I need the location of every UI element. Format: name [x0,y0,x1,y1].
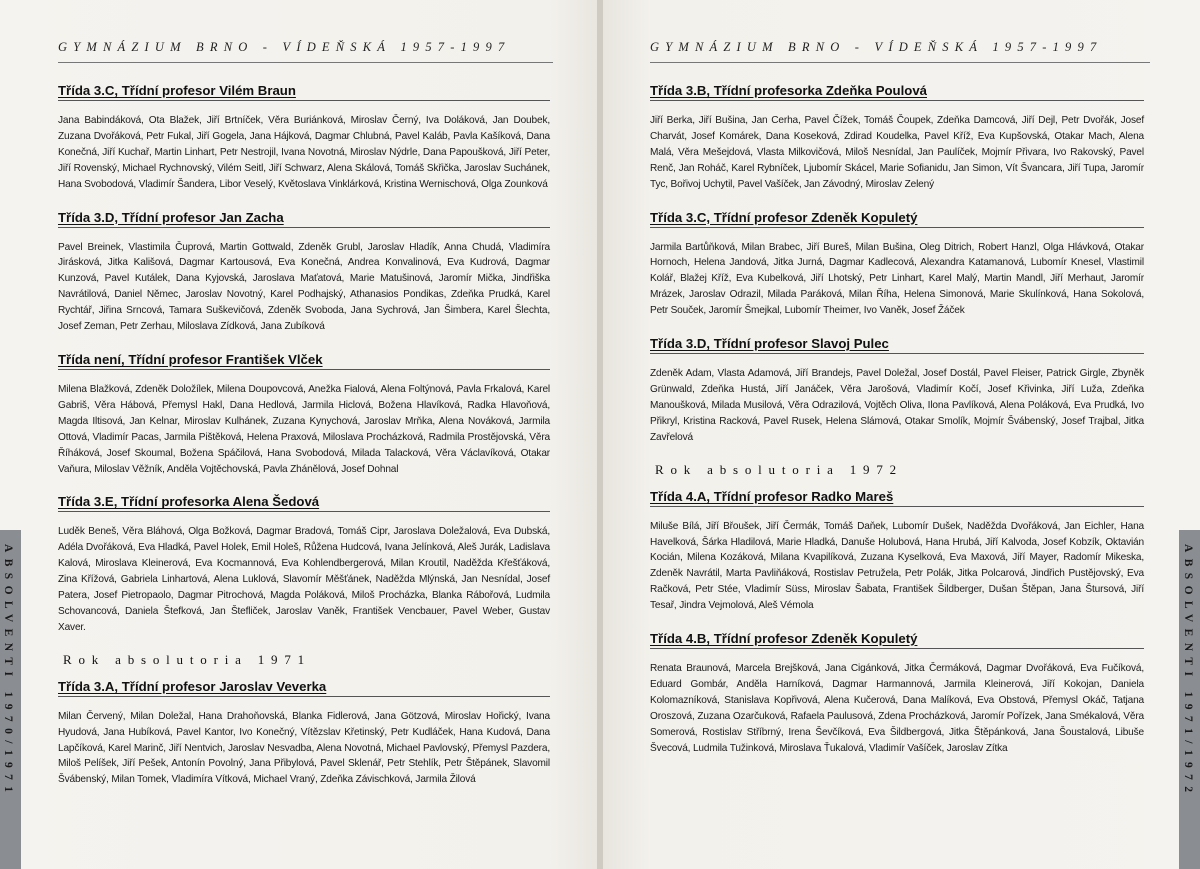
class-title: Třída 3.D, Třídní profesor Jan Zacha [58,209,284,225]
graduation-year-heading: Rok absolutoria 1972 [655,461,903,477]
class-title: Třída 3.C, Třídní profesor Zdeněk Kopuletý [650,209,918,225]
student-names: Pavel Breinek, Vlastimila Čuprová, Martin Gottwald, Zdeněk Grubl, Jaroslav Hladík, Anna Chudá, Vladimíra Jirásková, Jitka Kališová, Dagmar Kartousová, Eva Konečná, Andrea Konvalinová, Eva Kudrová, Dagmar Kunzová, Pavel Kutálek, Dana Kyjovská, Jaroslava Maťatová, Marie Matušinová, Jaromír Mička, Jindřiška Navrátilová, Daniel Němec, Jaroslav Novotný, Karel Podhajský, Athanasios Pondikas, Zdeňka Prudká, Karel Rychtář, Jiřina Srncová, Tamara Suškevičová, Zdeněk Svoboda, Jana Sychrová, Jan Šimbera, Karel Šlechta, Josef Zeman, Petr Zerhau, Miloslava Zídková, Jana Zubíková [58,241,550,333]
class-section [650,488,1144,614]
student-names: Luděk Beneš, Věra Bláhová, Olga Božková, Dagmar Bradová, Tomáš Cipr, Jaroslava Doležalová, Eva Dubská, Adéla Dvořáková, Eva Hladká, Pavel Holek, Emil Holeš, Růžena Hudcová, Ivana Jelínková, Aleš Jurák, Ladislava Kalová, Miroslava Kleinerová, Eva Kocmannová, Eva Kohlendbergerová, Milan Kroutil, Naděžda Křešťáková, Zina Křížová, Gabriela Linhartová, Alena Luklová, Slavomír Měšťánek, Naděžda Mlýnská, Jan Nesnídal, Josef Patera, Josef Pietropaolo, Dagmar Pitrochová, Magda Poláková, Miloš Procházka, Blanka Rábořová, Ludmila Schovancová, Daniela Štefková, Jan Štefliček, Jaroslav Vaněk, František Vencbauer, Pavel Weber, Gustav Xaver. [58,526,550,633]
section-rule [58,369,550,370]
student-names: Jana Babindáková, Ota Blažek, Jiří Brtníček, Věra Buriánková, Miroslav Černý, Iva Doláková, Jan Doubek, Zuzana Dvořáková, Petr Fukal, Jiří Gogela, Jana Hájková, Dagmar Chlubná, Pavel Kaláb, Pavla Kašíková, Dana Konečná, Jiří Kuchař, Martin Linhart, Petr Nestrojil, Ivana Novotná, Miroslav Nýdrle, Dana Papoušková, Jiří Peter, Jiří Rovenský, Michael Rychnovský, Vilém Seitl, Jiří Schwarz, Alena Skálová, Tomáš Skřička, Jaroslav Suchánek, Hana Svobodová, Vladimír Šandera, Libor Veselý, Květoslava Vinklárková, Kristina Wernischová, Olga Zounková [58,115,550,190]
section-rule [650,506,1144,507]
section-rule [650,100,1144,101]
header-rule [650,62,1150,63]
class-section [58,351,550,477]
graduation-year-heading: Rok absolutoria 1971 [63,651,311,667]
class-section [650,82,1144,193]
right-page-content [650,82,1144,772]
student-names: Milan Červený, Milan Doležal, Hana Drahoňovská, Blanka Fidlerová, Jana Götzová, Miroslav Hořický, Ivana Hyudová, Jana Hubíková, Pavel Kantor, Ivo Konečný, Vítězslav Křetinský, Petr Kudláček, Hana Kudová, Dana Lapčíková, Karel Marinč, Jiří Nentvich, Jaroslav Nesvadba, Alena Novotná, Michael Pavlovský, Přemysl Pazdera, Miloš Pelíšek, Jiří Pešek, Antonín Povolný, Jana Přibylová, Pavel Sklenář, Petr Stehlík, Petr Štěpánek, Slavomil Švábenský, Milan Tomek, Vladimíra Vítková, Michael Vraný, Zdeňka Závischková, Jarmila Žilová [58,710,550,786]
side-tab-label: ABSOLVENTI 1970/1971 [2,544,14,799]
class-title: Třída 3.D, Třídní profesor Slavoj Pulec [650,336,889,352]
section-rule [58,100,550,101]
class-title: Třída 3.C, Třídní profesor Vilém Braun [58,83,296,98]
class-section [58,82,550,193]
class-title: Třída 4.B, Třídní profesor Zdeněk Kopuletý [650,631,918,647]
section-rule [58,511,550,512]
class-section [650,335,1144,446]
section-rule [650,227,1144,228]
class-section [650,209,1144,320]
class-section [58,678,550,789]
section-rule [650,648,1144,649]
class-title: Třída 3.B, Třídní profesorka Zdeňka Poulová [650,83,927,98]
student-names: Jarmila Bartůňková, Milan Brabec, Jiří Bureš, Milan Bušina, Oleg Ditrich, Robert Hanzl, Olga Hlávková, Otakar Hornoch, Helena Jandová, Jitka Jurná, Dagmar Kadlecová, Alexandra Katamanová, Lubomír Knesel, Vlastimil Kolář, Blažej Kříž, Eva Kubelková, Jiří Lhotský, Petr Linhart, Karel Malý, Martin Mandl, Jiří Merhaut, Jaromír Mrázek, Jaroslav Odrazil, Milada Paráková, Milan Říha, Helena Simonová, Marie Skulínková, Hana Sokolová, Petr Souček, Jaromír Šmejkal, Lubomír Theimer, Ivo Vaněk, Josef Žáček [650,241,1144,317]
header-rule [58,62,553,63]
student-names: Jiří Berka, Jiří Bušina, Jan Cerha, Pavel Čížek, Tomáš Čoupek, Zdeňka Damcová, Jiří Dejl, Petr Dvořák, Josef Charvát, Josef Komárek, Dana Koseková, Zdirad Koudelka, Pavel Kříž, Eva Kupšovská, Otakar Mach, Alena Malá, Věra Mešejdová, Vlasta Milkovičová, Miloš Nesnídal, Jan Paulíček, Mojmír Přivara, Ivo Rakovský, Pavel Renč, Jan Roháč, Karel Rybníček, Ljubomír Skácel, Marie Sofianidu, Jan Simon, Vít Švancara, Jiří Tupa, Jaromír Tyc, Bořivoj Uchytil, Pavel Vašíček, Jan Závodný, Miroslav Zelený [650,115,1144,190]
class-section [58,493,550,635]
student-names: Milena Blažková, Zdeněk Doložílek, Milena Doupovcová, Anežka Fialová, Alena Foltýnová, Pavla Frkalová, Karel Gabriš, Věra Hábová, Přemysl Hakl, Dana Hedlová, Jarmila Hiclová, Božena Hlavíková, Radka Hlavoňová, Magda Iltisová, Jan Kelnar, Miroslav Kulhánek, Zuzana Kynychová, Jaroslav Mrňka, Alena Nováková, Jarmila Ottová, Vladimír Pacas, Jarmila Pištěková, Helena Praxová, Miloslava Procházková, Radmila Prostějovská, Věra Říháková, Josef Skoumal, Božena Spáčilová, Hana Svobodová, Milada Talacková, Věra Václavíková, Otakar Vaňura, Miloslav Věžník, Anděla Vojtěchovská, Pavla Zhánělová, Josef Dohnal [58,383,550,475]
student-names: Zdeněk Adam, Vlasta Adamová, Jiří Brandejs, Pavel Doležal, Josef Dostál, Pavel Fleiser, Patrick Girgle, Zbyněk Grünwald, Zdeňka Hustá, Jiří Janáček, Věra Jarošová, Vladimír Kočí, Josef Křivinka, Jiří Luža, Zdeňka Manoušková, Milada Musilová, Věra Odrazilová, Vojtěch Oliva, Ilona Pavlíková, Alena Poláková, Eva Prudká, Ivo Přikryl, Kristina Racková, Pavel Rusek, Helena Slámová, Otakar Smolík, Mojmír Švábenský, Josef Trajbal, Jitka Zavřelová [650,368,1144,443]
class-title: Třída 3.A, Třídní profesor Jaroslav Veverka [58,678,327,694]
student-names: Miluše Bílá, Jiří Břoušek, Jiří Čermák, Tomáš Daňek, Lubomír Dušek, Naděžda Dvořáková, Jan Eichler, Hana Havelková, Šárka Hladilová, Marie Hladká, Danuše Holubová, Hana Hrubá, Jiří Kalvoda, Josef Kobzík, Oktavián Kocián, Milena Kozáková, Milana Kvapilíková, Zuzana Kyselková, Eva Maxová, Jiří Mayer, Radomír Mikeska, Zdeněk Navrátil, Marta Pavliňáková, Rostislav Petružela, Petr Polák, Jitka Polcarová, Jindřich Pustějovský, Eva Račková, Petr Stée, Vladimír Süss, Miroslav Šabata, František Šildberger, Dušan Štěpan, Jana Štursová, Jiří Tesař, Jindra Vejmolová, Aleš Vémola [650,520,1144,612]
right-page [603,0,1200,869]
class-section [58,209,550,335]
section-rule [58,696,550,697]
class-title: Třída 4.A, Třídní profesor Radko Mareš [650,488,894,504]
side-tab-label: ABSOLVENTI 1971/1972 [1182,544,1194,799]
left-page-content [58,82,550,804]
section-rule [58,227,550,228]
running-head: GYMNÁZIUM BRNO - VÍDEŇSKÁ 1957-1997 [58,40,511,54]
left-page [0,0,597,869]
class-title: Třída 3.E, Třídní profesorka Alena Šedová [58,494,320,510]
running-head: GYMNÁZIUM BRNO - VÍDEŇSKÁ 1957-1997 [650,40,1103,54]
class-section [650,630,1144,756]
student-names: Renata Braunová, Marcela Brejšková, Jana Cigánková, Jitka Čermáková, Dagmar Dvořáková, Eva Fučíková, Eduard Gombár, Anděla Harníková, Dagmar Harmannová, Jarmila Kleinerová, Jiří Kokojan, Daniela Kolomazníková, Stanislava Kopřivová, Alena Kučerová, Dana Malíková, Eva Obstová, Přemysl Okáč, Tatjana Oroszová, Zuzana Ozarčuková, Rafaela Paulusová, Zdena Procházková, Jaromír Pořízek, Jana Smékalová, Věra Somerová, Rostislav Stříbrný, Irena Ševčíková, Eva Šildbergová, Jitka Štěpánková, Jana Šoustalová, Libuše Švecová, Ludmila Tužinková, Miroslava Ťukalová, Vladimír Vašíček, Jaroslav Zítka [650,663,1144,754]
section-rule [650,353,1144,354]
class-title: Třída není, Třídní profesor František Vlček [58,351,323,367]
